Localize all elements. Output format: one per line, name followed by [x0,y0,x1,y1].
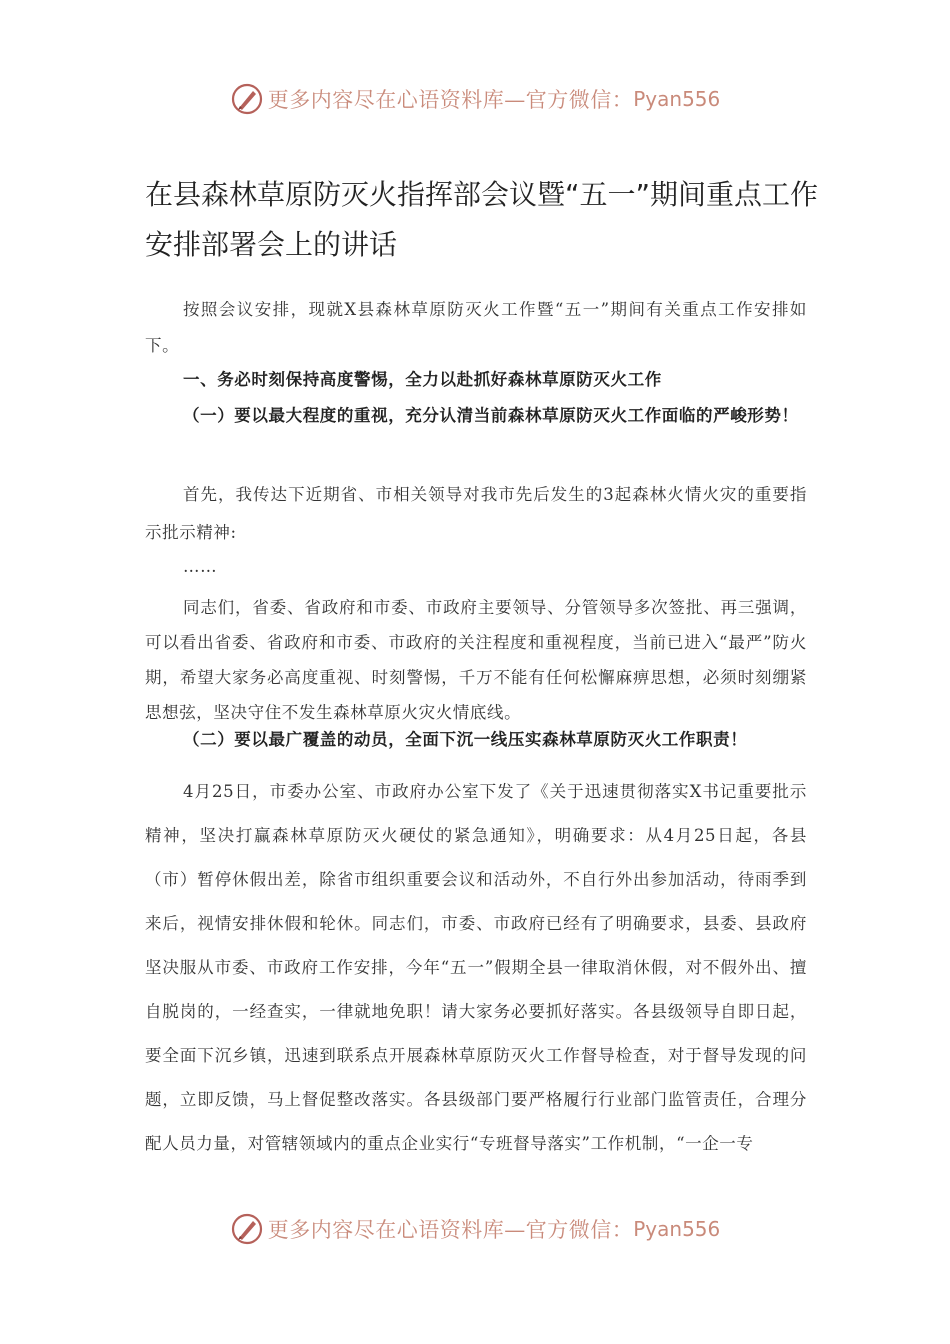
header-banner [0,82,950,116]
banner-wechat-id: Pyan556 [633,87,721,111]
footer-banner [0,1212,950,1246]
subsection-heading-2: （二）要以最广覆盖的动员，全面下沉一线压实森林草原防灭火工作职责！ [183,730,748,749]
banner-text: 更多内容尽在心语资料库—官方微信： [267,88,634,112]
intro-paragraph: 按照会议安排，现就X县森林草原防灭火工作暨“五一”期间有关重点工作安排如下。 [145,300,807,355]
pen-logo-icon [230,82,264,116]
ellipsis: …… [183,557,218,576]
banner-wechat-id: Pyan556 [633,1217,721,1241]
banner-text: 更多内容尽在心语资料库—官方微信： [267,1218,634,1242]
paragraph-2: 同志们，省委、省政府和市委、市政府主要领导、分管领导多次签批、再三强调，可以看出省委、省政府和市委、市政府的关注程度和重视程度，当前已进入“最严”防火期，希望大家务必高度重视、时刻警惕，千万不能有任何松懈麻痹思想，必须时刻绷紧思想弦，坚决守住不发生森林草原火灾火情底线。 [145,598,807,722]
paragraph-1: 首先，我传达下近期省、市相关领导对我市先后发生的3起森林火情火灾的重要指示批示精神: [145,485,807,542]
document-title: 在县森林草原防灭火指挥部会议暨“五一”期间重点工作安排部署会上的讲话 [145,178,819,261]
subsection-heading-1: （一）要以最大程度的重视，充分认清当前森林草原防灭火工作面临的严峻形势！ [183,406,799,425]
pen-logo-icon [230,1212,264,1246]
section-heading-1: 一、务必时刻保持高度警惕，全力以赴抓好森林草原防灭火工作 [183,370,662,389]
paragraph-3: 4月25日，市委办公室、市政府办公室下发了《关于迅速贯彻落实X书记重要批示精神，坚决打赢森林草原防灭火硬仗的紧急通知》，明确要求：从4月25日起，各县（市）暂停休假出差，除省市组织重要会议和活动外，不自行外出参加活动，待雨季到来后，视情安排休假和轮休。同志们，市委、市政府已经有了明确要求，县委、县政府坚决服从市委、市政府工作安排，今年“五一”假期全县一律取消休假，对不假外出、擅自脱岗的，一经查实，一律就地免职！请大家务必要抓好落实。各县级领导自即日起，要全面下沉乡镇，迅速到联系点开展森林草原防灭火工作督导检查，对于督导发现的问题，立即反馈，马上督促整改落实。各县级部门要严格履行行业部门监管责任，合理分配人员力量，对管辖领域内的重点企业实行“专班督导落实”工作机制，“一企一专 [145,782,807,1153]
